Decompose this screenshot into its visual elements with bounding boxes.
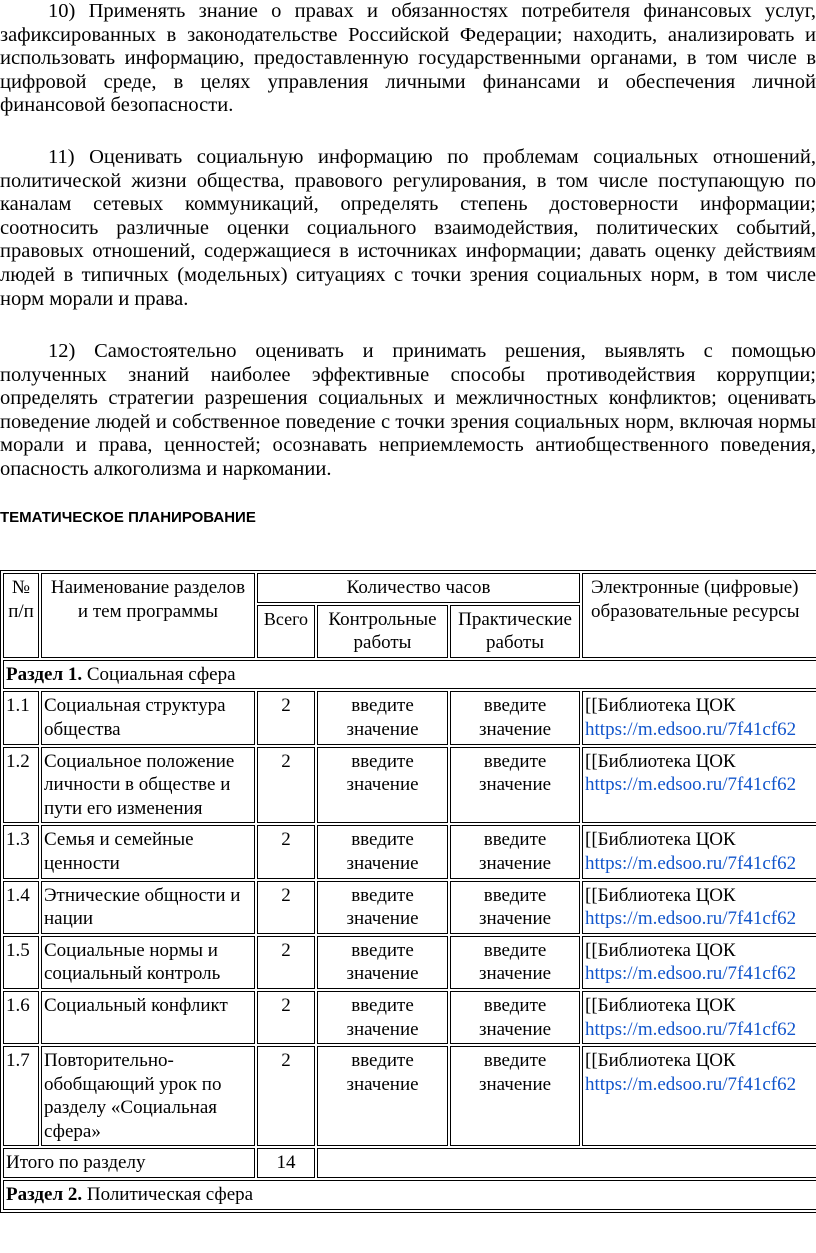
row-total: 2 bbox=[257, 1046, 315, 1146]
row-practical[interactable]: введите значение bbox=[450, 825, 580, 878]
section-label: Раздел 1. bbox=[6, 663, 83, 685]
row-resources bbox=[582, 936, 816, 989]
section-1-cell bbox=[3, 660, 816, 690]
header-total: Всего bbox=[257, 605, 315, 658]
row-num: 1.3 bbox=[3, 825, 39, 878]
row-num: 1.4 bbox=[3, 881, 39, 934]
row-total: 2 bbox=[257, 747, 315, 824]
resource-link[interactable]: https://m.edsoo.ru/7f41cf62 bbox=[585, 1073, 797, 1095]
header-practical: Практические работы bbox=[450, 605, 580, 658]
table-row bbox=[3, 881, 816, 934]
subtotal-label: Итого по разделу bbox=[3, 1148, 255, 1178]
paragraph-12 bbox=[0, 340, 816, 482]
row-control[interactable]: введите значение bbox=[317, 825, 448, 878]
row-num: 1.6 bbox=[3, 991, 39, 1044]
row-num: 1.2 bbox=[3, 747, 39, 824]
resource-link[interactable]: https://m.edsoo.ru/7f41cf62 bbox=[585, 908, 797, 930]
section-heading: ТЕМАТИЧЕСКОЕ ПЛАНИРОВАНИЕ bbox=[0, 509, 256, 526]
row-control[interactable]: введите значение bbox=[317, 1046, 448, 1146]
table-row bbox=[3, 825, 816, 878]
paragraph-10 bbox=[0, 0, 816, 118]
resource-link[interactable]: https://m.edsoo.ru/7f41cf62 bbox=[585, 774, 797, 796]
header-hours: Количество часов bbox=[257, 573, 580, 603]
row-resources bbox=[582, 825, 816, 878]
row-num: 1.7 bbox=[3, 1046, 39, 1146]
section-title: Политическая сфера bbox=[86, 1184, 254, 1206]
row-control[interactable]: введите значение bbox=[317, 991, 448, 1044]
row-num: 1.5 bbox=[3, 936, 39, 989]
paragraph-11 bbox=[0, 146, 816, 311]
paragraph-text: 10) Применять знание о правах и обязанностях потребителя финансовых услуг, зафиксированных в законодательстве Российской Федерации; находить, анализировать и использовать информацию, предоставленную государственными органами, в том числе в цифровой среде, в целях управления личными финансами и обеспечения личной финансовой безопасности. bbox=[0, 0, 816, 117]
row-name: Этнические общности и нации bbox=[41, 881, 255, 934]
row-resources bbox=[582, 1046, 816, 1146]
paragraph-text: 11) Оценивать социальную информацию по проблемам социальных отношений, политической жизни общества, правового регулирования, в том числе поступающую по каналам сетевых коммуникаций, определять степень достоверности информации; соотносить различные оценки социального взаимодействия, политических событий, правовых отношений, содержащиеся в источниках информации; давать оценку действиям людей в типичных (модельных) ситуациях с точки зрения социальных норм, в том числе норм морали и права. bbox=[0, 146, 816, 310]
header-name: Наименование разделов и тем программы bbox=[41, 573, 255, 658]
row-practical[interactable]: введите значение bbox=[450, 747, 580, 824]
row-resources bbox=[582, 881, 816, 934]
row-name: Социальный конфликт bbox=[41, 991, 255, 1044]
resource-label: [[Библиотека ЦОК bbox=[585, 1050, 736, 1072]
resource-label: [[Библиотека ЦОК bbox=[585, 750, 736, 772]
header-control: Контрольные работы bbox=[317, 605, 448, 658]
row-control[interactable]: введите значение bbox=[317, 747, 448, 824]
row-name: Социальное положение личности в обществе и пути его изменения bbox=[41, 747, 255, 824]
section-label: Раздел 2. bbox=[6, 1184, 83, 1206]
row-total: 2 bbox=[257, 691, 315, 744]
row-practical[interactable]: введите значение bbox=[450, 936, 580, 989]
section-2-cell bbox=[3, 1180, 816, 1210]
resource-link[interactable]: https://m.edsoo.ru/7f41cf62 bbox=[585, 718, 797, 740]
row-resources bbox=[582, 991, 816, 1044]
table-row bbox=[3, 691, 816, 744]
section-row bbox=[3, 660, 816, 690]
subtotal-empty bbox=[317, 1148, 816, 1178]
row-resources bbox=[582, 747, 816, 824]
resource-label: [[Библиотека ЦОК bbox=[585, 994, 736, 1016]
resource-link[interactable]: https://m.edsoo.ru/7f41cf62 bbox=[585, 963, 797, 985]
subtotal-value: 14 bbox=[257, 1148, 315, 1178]
row-total: 2 bbox=[257, 825, 315, 878]
subtotal-row bbox=[3, 1148, 816, 1178]
header-resources: Электронные (цифровые) образовательные ресурсы bbox=[582, 573, 816, 658]
paragraph-text: 12) Самостоятельно оценивать и принимать решения, выявлять с помощью полученных знаний наиболее эффективные способы противодействия коррупции; определять стратегии разрешения социальных и межличностных конфликтов; оценивать поведение людей и собственное поведение с точки зрения социальных норм, включая нормы морали и права, ценностей; осознавать неприемлемость антиобщественного поведения, опасность алкоголизма и наркомании. bbox=[0, 340, 816, 480]
header-num: № п/п bbox=[3, 573, 39, 658]
resource-label: [[Библиотека ЦОК bbox=[585, 939, 736, 961]
table-row bbox=[3, 936, 816, 989]
section-title: Социальная сфера bbox=[86, 663, 236, 685]
row-num: 1.1 bbox=[3, 691, 39, 744]
resource-label: [[Библиотека ЦОК bbox=[585, 829, 736, 851]
row-name: Семья и семейные ценности bbox=[41, 825, 255, 878]
row-resources bbox=[582, 691, 816, 744]
table-row bbox=[3, 991, 816, 1044]
row-control[interactable]: введите значение bbox=[317, 936, 448, 989]
table-row bbox=[3, 747, 816, 824]
row-practical[interactable]: введите значение bbox=[450, 691, 580, 744]
row-name: Социальная структура общества bbox=[41, 691, 255, 744]
resource-link[interactable]: https://m.edsoo.ru/7f41cf62 bbox=[585, 1018, 797, 1040]
row-name: Социальные нормы и социальный контроль bbox=[41, 936, 255, 989]
section-row bbox=[3, 1180, 816, 1210]
resource-label: [[Библиотека ЦОК bbox=[585, 695, 736, 717]
resource-label: [[Библиотека ЦОК bbox=[585, 884, 736, 906]
row-total: 2 bbox=[257, 936, 315, 989]
row-total: 2 bbox=[257, 881, 315, 934]
table-header-row bbox=[3, 573, 816, 603]
resource-link[interactable]: https://m.edsoo.ru/7f41cf62 bbox=[585, 852, 797, 874]
row-name: Повторительно-обобщающий урок по разделу «Социальная сфера» bbox=[41, 1046, 255, 1146]
row-practical[interactable]: введите значение bbox=[450, 881, 580, 934]
row-control[interactable]: введите значение bbox=[317, 881, 448, 934]
thematic-planning-table bbox=[0, 570, 816, 1213]
row-control[interactable]: введите значение bbox=[317, 691, 448, 744]
row-practical[interactable]: введите значение bbox=[450, 991, 580, 1044]
table-row bbox=[3, 1046, 816, 1146]
row-practical[interactable]: введите значение bbox=[450, 1046, 580, 1146]
row-total: 2 bbox=[257, 991, 315, 1044]
